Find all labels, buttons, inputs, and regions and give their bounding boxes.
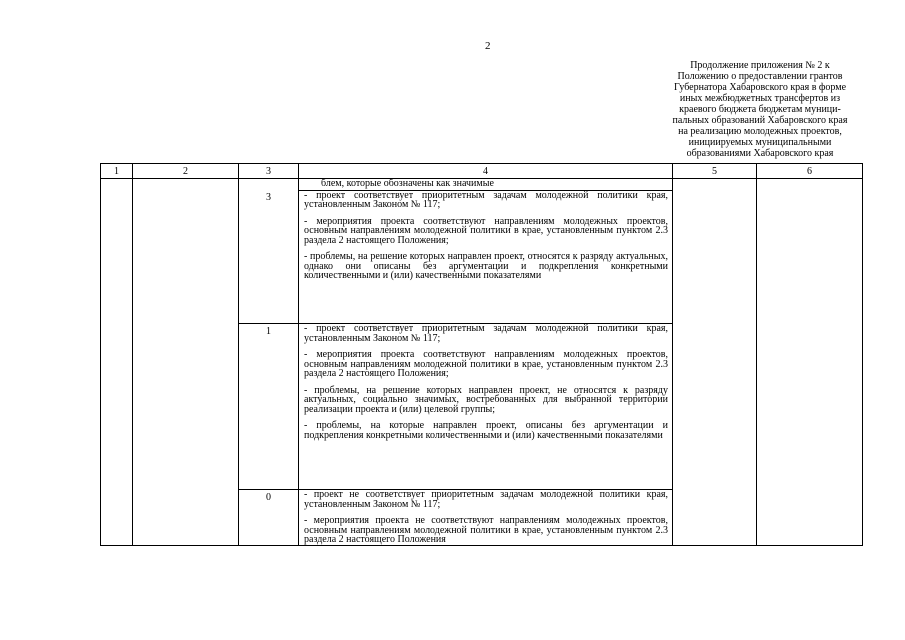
criterion-item: - проблемы, на решение которых направлен проект, относятся к разряду актуальных, однако они описаны без аргументации и подкрепления конкретными количественными и (или) качественными показателями (304, 251, 668, 281)
continuation-cell (299, 179, 673, 191)
header-line: иных межбюджетных трансфертов из (679, 93, 841, 104)
column-number: 3 (239, 164, 299, 179)
criteria-cell (299, 324, 673, 490)
continuation-row (101, 179, 863, 191)
header-line: краевого бюджета бюджетам муници- (679, 104, 841, 115)
criterion-item: - мероприятия проекта соответствуют направлениям молодежных проектов, основным направлениям молодежной политики в крае, установленным пунктом 2.3 раздела 2 настоящего Положения; (304, 349, 668, 379)
criterion-item: - проблемы, на которые направлен проект, описаны без аргументации и подкрепления конкретными количественными и (или) качественными показателями (304, 420, 668, 441)
criterion-item: - мероприятия проекта не соответствуют направлениям молодежных проектов, основным направлениям молодежной политики в крае, установленным пунктом 2.3 раздела 2 настоящего Положения (304, 515, 668, 545)
criteria-cell (299, 190, 673, 324)
col5-cell (673, 179, 757, 546)
header-line: инициируемых муниципальными (688, 137, 832, 148)
page-number: 2 (485, 40, 491, 52)
column-number: 2 (133, 164, 239, 179)
column-number: 4 (299, 164, 673, 179)
column-number: 1 (101, 164, 133, 179)
header-line: пальных образований Хабаровского края (672, 115, 848, 126)
criterion-item: - проблемы, на решение которых направлен проект, не относятся к разряду актуальных, социально значимых, востребованных для выбранной территории реализации проекта и (или) целевой группы; (304, 384, 668, 415)
column-number-row (101, 164, 863, 179)
criterion-item: - проект не соответствует приоритетным задачам молодежной политики края, установленным Законом № 117; (304, 489, 668, 510)
header-line: образованиями Хабаровского края (686, 148, 834, 159)
criteria-cell (299, 490, 673, 546)
col3-continuation-cell (239, 179, 299, 191)
column-number: 5 (673, 164, 757, 179)
criterion-item: - проект соответствует приоритетным задачам молодежной политики края, установленным Законом № 117; (304, 189, 668, 210)
col6-cell (757, 179, 863, 546)
score-cell: 1 (239, 324, 299, 490)
col1-cell (101, 179, 133, 546)
criteria-table (100, 163, 863, 546)
continuation-text: блем, которые обозначены как значимые (321, 178, 494, 189)
header-line: на реализацию молодежных проектов, (678, 126, 842, 137)
score-cell: 0 (239, 490, 299, 546)
criterion-item: - мероприятия проекта соответствуют направлениям молодежных проектов, основным направлениям молодежной политики в крае, установленным пунктом 2.3 раздела 2 настоящего Положения; (304, 215, 668, 246)
criterion-item: - проект соответствует приоритетным задачам молодежной политики края, установленным Законом № 117; (304, 323, 668, 344)
header-line: Положению о предоставлении грантов (677, 71, 843, 82)
header-line: Продолжение приложения № 2 к (690, 60, 830, 71)
score-cell: 3 (239, 190, 299, 324)
appendix-header (640, 60, 880, 159)
header-line: Губернатора Хабаровского края в форме (673, 82, 847, 93)
column-number: 6 (757, 164, 863, 179)
col2-cell (133, 179, 239, 546)
